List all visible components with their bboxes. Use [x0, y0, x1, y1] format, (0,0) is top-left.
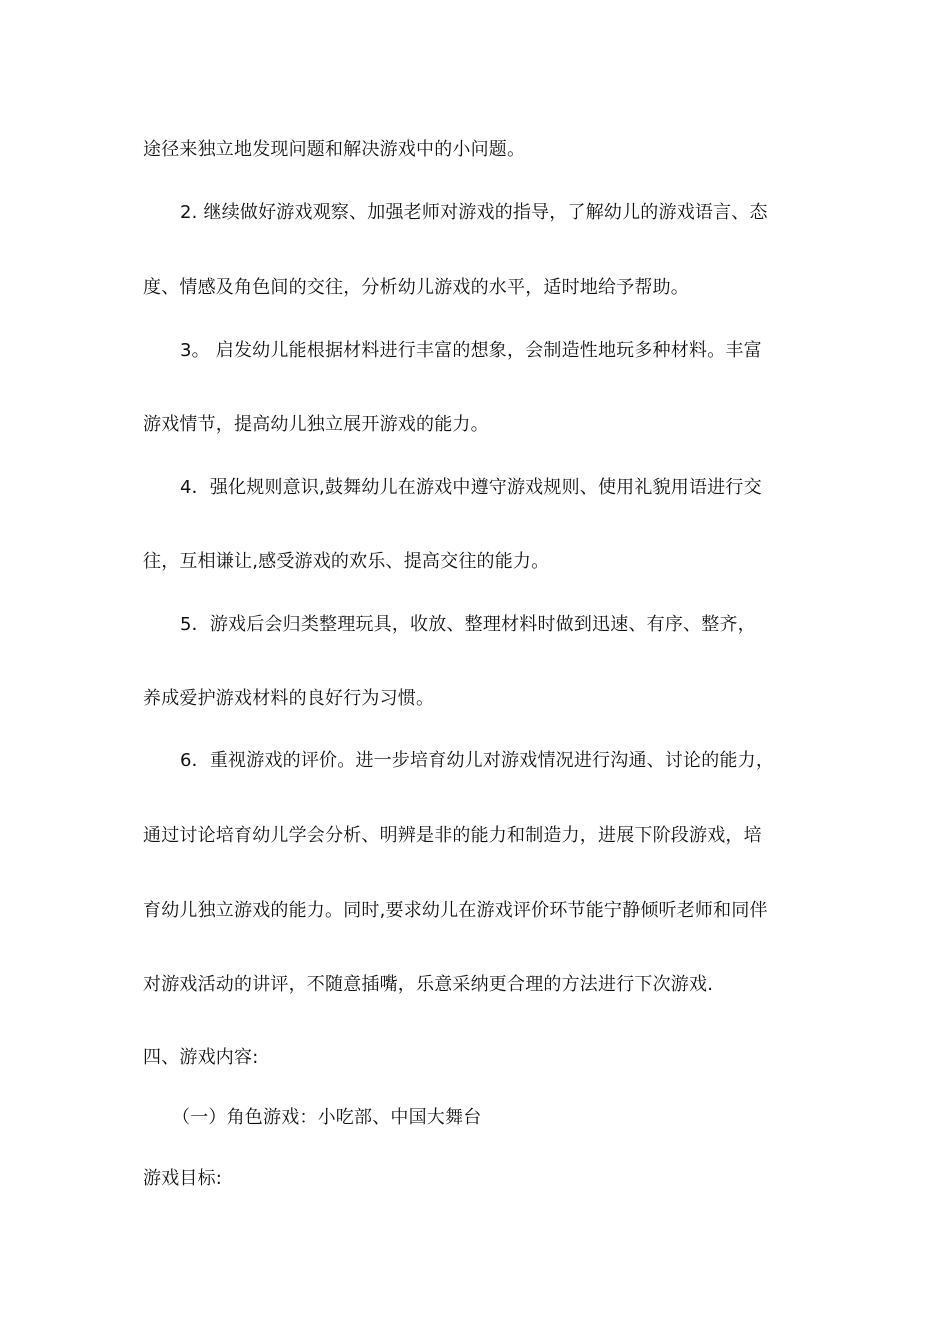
- list-item-6-line-3: 育幼儿独立游戏的能力。同时,要求幼儿在游戏评价环节能宁静倾听老师和同伴: [143, 900, 768, 921]
- subsection-heading-one: （一）角色游戏：小吃部、中国大舞台: [172, 1107, 482, 1128]
- list-item-2-line-1: 2. 继续做好游戏观察、加强老师对游戏的指导，了解幼儿的游戏语言、态: [180, 202, 768, 223]
- list-item-3-line-1: 3。 启发幼儿能根据材料进行丰富的想象，会制造性地玩多种材料。丰富: [180, 340, 762, 361]
- list-item-2-line-2: 度、情感及角色间的交往，分析幼儿游戏的水平，适时地给予帮助。: [143, 277, 689, 298]
- list-item-4-line-2: 往，互相谦让,感受游戏的欢乐、提高交往的能力。: [143, 551, 550, 572]
- list-item-3-line-2: 游戏情节，提高幼儿独立展开游戏的能力。: [143, 414, 489, 435]
- list-item-4-line-1: 4．强化规则意识,鼓舞幼儿在游戏中遵守游戏规则、使用礼貌用语进行交: [180, 477, 762, 498]
- text-line-1: 途径来独立地发现问题和解决游戏中的小问题。: [143, 139, 526, 160]
- game-goals-label: 游戏目标:: [143, 1168, 223, 1189]
- list-item-5-line-2: 养成爱护游戏材料的良好行为习惯。: [143, 688, 435, 709]
- section-heading-four: 四、游戏内容:: [143, 1047, 259, 1068]
- list-item-6-line-1: 6．重视游戏的评价。进一步培育幼儿对游戏情况进行沟通、讨论的能力，: [180, 750, 775, 771]
- list-item-6-line-4: 对游戏活动的讲评，不随意插嘴，乐意采纳更合理的方法进行下次游戏.: [143, 974, 714, 995]
- list-item-5-line-1: 5．游戏后会归类整理玩具，收放、整理材料时做到迅速、有序、整齐，: [180, 614, 756, 635]
- list-item-6-line-2: 通过讨论培育幼儿学会分析、明辨是非的能力和制造力，进展下阶段游戏，培: [143, 825, 762, 846]
